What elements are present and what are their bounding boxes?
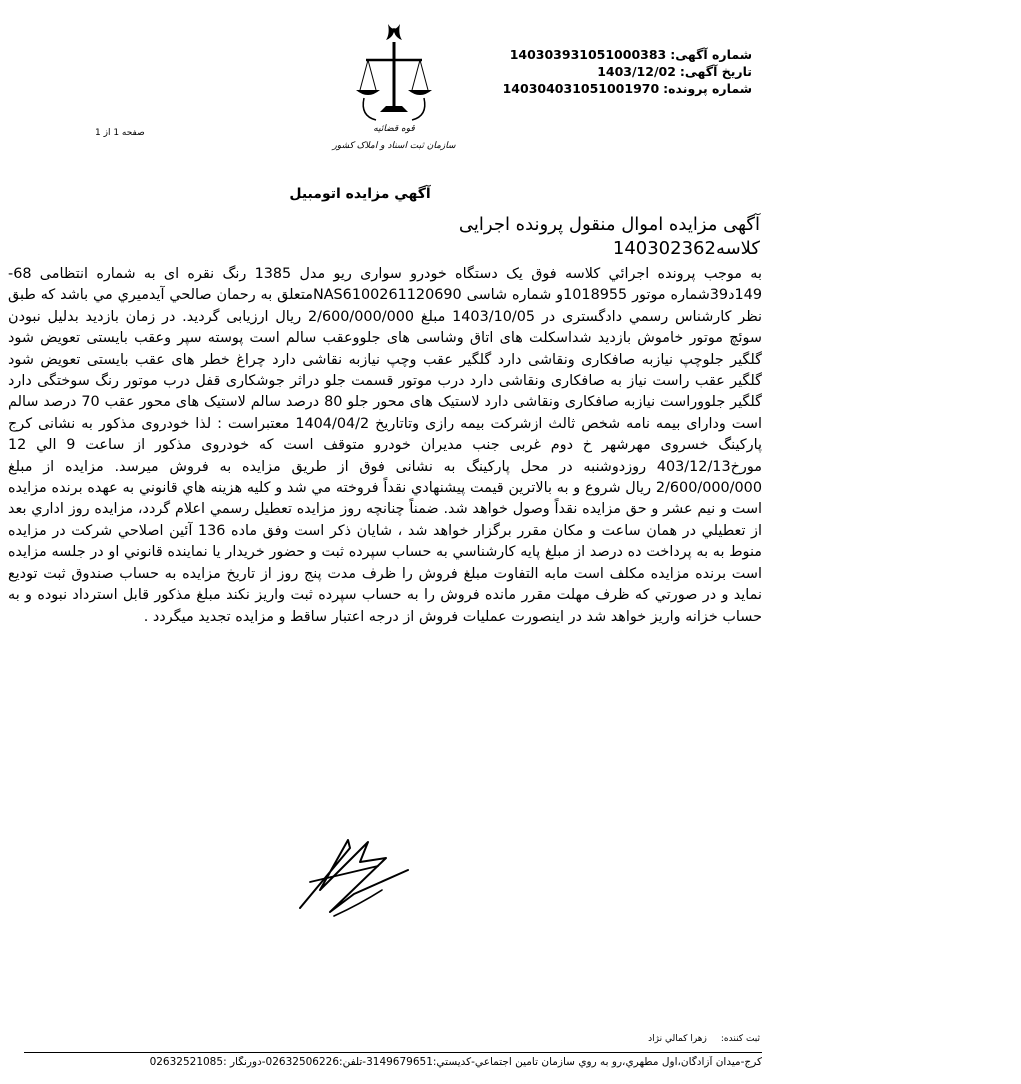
- handwritten-signature-icon: [290, 820, 420, 930]
- registrar-label: ثبت كننده:: [720, 1034, 760, 1044]
- notice-date: 1403/12/02: [597, 64, 676, 79]
- footer-divider: [24, 1052, 762, 1053]
- case-number: 140304031051001970: [502, 81, 660, 96]
- footer-address: كرج-ميدان آزادگان،اول مطهري،رو به روي سازمان تامين اجتماعي-كديستي:3149679651-تلفن:02632506226-دورنگار :02632521085: [149, 1056, 762, 1068]
- emblem-line-2: سازمان ثبت اسناد و املاک کشور: [332, 141, 456, 151]
- document-title: آگهي مزايده اتومبيل: [289, 186, 431, 202]
- emblem-line-1: قوه قضائیه: [373, 124, 415, 134]
- registrar-name: زهرا كمالي نژاد: [648, 1034, 707, 1044]
- notice-number-label: شماره آگهی:: [670, 47, 752, 62]
- judiciary-emblem: [330, 20, 460, 160]
- notice-date-label: تاریخ آگهی:: [679, 64, 752, 79]
- notice-number-row: [509, 46, 752, 63]
- signature: [290, 820, 420, 930]
- registrar: [600, 1034, 760, 1044]
- case-number-row: [502, 80, 752, 97]
- document-subtitle: آگهی مزایده اموال منقول پرونده اجرایی کلاسه140302362: [458, 214, 760, 259]
- notice-date-row: [512, 63, 752, 80]
- notice-number: 14030393105100038​3: [509, 47, 667, 62]
- case-number-label: شماره پرونده:: [663, 81, 752, 96]
- scales-emblem-icon: [330, 20, 460, 160]
- notice-body: به موجب پرونده اجرائي کلاسه فوق يک دستگاه خودرو سواری ريو مدل 1385 رنگ نقره ای به شماره انتظامی 68-149د39شماره موتور 1018955و شماره شاسی NAS6100261120690متعلق به رحمان صالحي آيدميري مي باشد که طبق نظر کارشناس رسمي دادگستری در 1403/10/05 مبلغ 2/600/000/000 ريال ارزيابی گرديد. در زمان بازديد بدليل نبودن سوئچ موتور خاموش بازديد شداسکلت های اتاق وشاسی های جلووعقب سالم است پوسته سپر وعقب بايستی تعويض شود گلگير جلوچپ نيازبه صافکاری ونقاشی دارد گلگير عقب وچپ نيازبه نقاشی دارد چراغ خطر های عقب بايستی تعويض شود گلگير عقب راست نياز به صافکاری ونقاشی دارد درب موتور قسمت جلو دراثر جوشکاری قفل درب موتور رنگ سوختگی دارد گلگير جلووراست نيازبه صافکاری ونقاشی دارد لاستيک های محور جلو 80 درصد سالم لاستيک های محور عقب 70 درصد سالم است ودارای بيمه نامه شخص ثالث ازشرکت بيمه رازی وتاتاريخ 1404/04/2 معتبراست : لذا خودروی مذکور به نشانی کرج پارکينگ خسروی مهرشهر خ دوم غربی جنب مديران خودرو متوقف است که خودروی مذکور از ساعت 9 الي 12 مورخ403/12/13 روزدوشنبه در محل پارکينگ به نشانی فوق از طريق مزايده به فروش ميرسد. مزايده از مبلغ 2/600/000/000 ريال شروع و به بالاترين قيمت پيشنهادي نقداً فروخته مي شد و كليه هزينه هاي قانوني به عهده برنده مزايده است و نيم عشر و حق مزايده نقداً وصول خواهد شد. ضمناً چنانچه روز مزايده تعطيل رسمي اعلام گردد، مزايده روز اداري بعد از تعطيلي در همان ساعت و مكان مقرر برگزار خواهد شد ، شايان ذكر است وفق ماده 136 آئين اصلاحي شركت در مزايده منوط به به پرداخت ده درصد از مبلغ پايه كارشناسي به حساب سپرده ثبت و حضور خريدار يا نماينده قانوني او در جلسه مزايده است برنده مزايده مكلف است مابه التفاوت مبلغ فروش را ظرف مدت پنج روز از تاريخ مزايده به حساب صندوق ثبت توديع نمايد و در صورتي كه ظرف مهلت مقرر مانده فروش را به حساب سپرده ثبت واريز نكند مبلغ مذكور قابل استرداد نبوده و به حساب خزانه واريز خواهد شد در اينصورت عمليات فروش از درجه اعتبار ساقط و مزايده تجديد ميگردد .: [8, 266, 763, 625]
- notice-header-info: [502, 46, 752, 97]
- page-number: صفحه 1 از 1: [95, 128, 145, 138]
